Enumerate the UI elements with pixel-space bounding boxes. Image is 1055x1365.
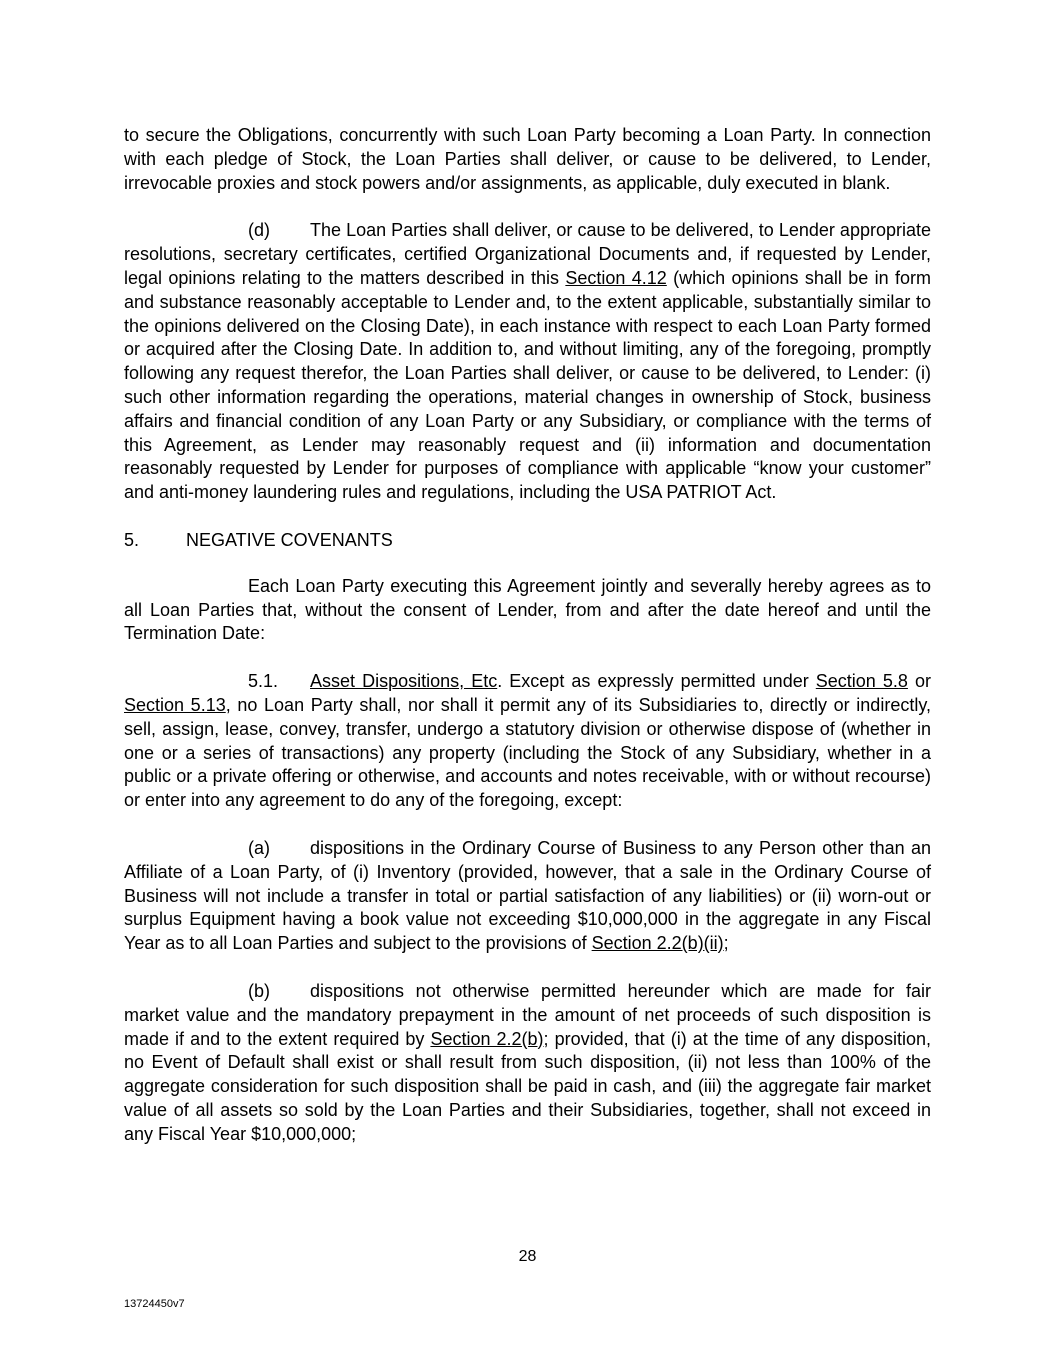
paragraph-b-text-before: dispositions not otherwise permitted hereunder which are made for fair market value and the mandatory prepayment in the amount of net proceeds of such disposition is made if and to the extent required by (124, 980, 931, 1049)
paragraph-continuation: to secure the Obligations, concurrently with such Loan Party becoming a Loan Party. In connection with each pledge of Stock, the Loan Parties shall deliver, or cause to be delivered, to Lender, irrevocable proxies and stock powers and/or assignments, as applicable, duly executed in blank. (124, 125, 931, 193)
paragraph-a (124, 837, 931, 956)
paragraph-a-text-after: ; (723, 933, 729, 954)
section-5-1-label: 5.1. (248, 671, 279, 692)
document-page (124, 124, 931, 1170)
paragraph-each-loan-party: Each Loan Party executing this Agreement jointly and severally hereby agrees as to all Loan Parties that, without the consent of Lender, from and after the date hereof and until the Termination Date: (124, 575, 931, 644)
section-5-1-heading: Asset Dispositions, Etc (310, 671, 498, 692)
paragraph-5-1-text-c: , no Loan Party shall, nor shall it permit any of its Subsidiaries to, directly or indirectly, sell, assign, lease, convey, transfer, undergo a statutory division or otherwise dispose of (whether in one or a series of transactions) any property (including the Stock of any Subsidiary, whether in a public or a private offering or otherwise, and accounts and notes receivable, with or without recourse) or enter into any agreement to do any of the foregoing, except: (124, 694, 931, 811)
clause-label-a: (a) (248, 837, 270, 858)
section-5-13-reference: Section 5.13 (124, 694, 226, 715)
clause-label-d: (d) (248, 220, 270, 241)
paragraph-d (124, 219, 931, 505)
section-2-2-b-reference: Section 2.2(b) (430, 1028, 544, 1049)
section-2-2-b-ii-reference: Section 2.2(b)(ii) (591, 933, 724, 954)
page-number: 28 (518, 1248, 537, 1265)
section-4-12-reference: Section 4.12 (565, 267, 667, 288)
paragraph-5-1 (124, 670, 931, 813)
section-5-8-reference: Section 5.8 (815, 671, 908, 692)
section-5-heading (124, 529, 931, 553)
paragraph-d-text-before: The Loan Parties shall deliver, or cause to be delivered, to Lender appropriate resolutions, secretary certificates, certified Organizational Documents and, if requested by Lender, legal opinions relating to the matters described in this (124, 220, 931, 288)
paragraph-a-text-before: dispositions in the Ordinary Course of Business to any Person other than an Affiliate of a Loan Party, of (i) Inventory (provided, however, that a sale in the Ordinary Course of Business will not include a transfer in total or partial satisfaction of any liabilities) or (ii) worn-out or surplus Equipment having a book value not exceeding $10,000,000 in the aggregate in any Fiscal Year as to all Loan Parties and subject to the provisions of (124, 837, 931, 954)
paragraph-5-1-text-a: . Except as expressly permitted under (497, 671, 816, 692)
document-id: 13724450v7 (124, 1298, 185, 1310)
clause-label-b: (b) (248, 980, 270, 1001)
paragraph-5-1-text-b: or (907, 671, 931, 692)
section-5-number: 5. (124, 529, 140, 550)
paragraph-b-text-after: ; provided, that (i) at the time of any disposition, no Event of Default shall exist or shall result from such disposition, (ii) not less than 100% of the aggregate consideration for such disposition shall be paid in cash, and (iii) the aggregate fair market value of all assets so sold by the Loan Parties and their Subsidiaries, together, shall not exceed in any Fiscal Year $10,000,000; (124, 1028, 931, 1144)
paragraph-d-text-after: (which opinions shall be in form and substance reasonably acceptable to Lender and, to the extent applicable, substantially similar to the opinions delivered on the Closing Date), in each instance with respect to each Loan Party formed or acquired after the Closing Date. In addition to, and without limiting, any of the foregoing, promptly following any request therefor, the Loan Parties shall deliver, or cause to be delivered, to Lender: (i) such other information regarding the operations, material changes in ownership of Stock, business affairs and financial condition of any Loan Party or any Subsidiary, or compliance with the terms of this Agreement, as Lender may reasonably request and (ii) information and documentation reasonably requested by Lender for purposes of compliance with applicable “know your customer” and anti-money laundering rules and regulations, including the USA PATRIOT Act. (124, 267, 931, 503)
paragraph-b (124, 980, 931, 1147)
section-5-title: NEGATIVE COVENANTS (186, 529, 393, 550)
